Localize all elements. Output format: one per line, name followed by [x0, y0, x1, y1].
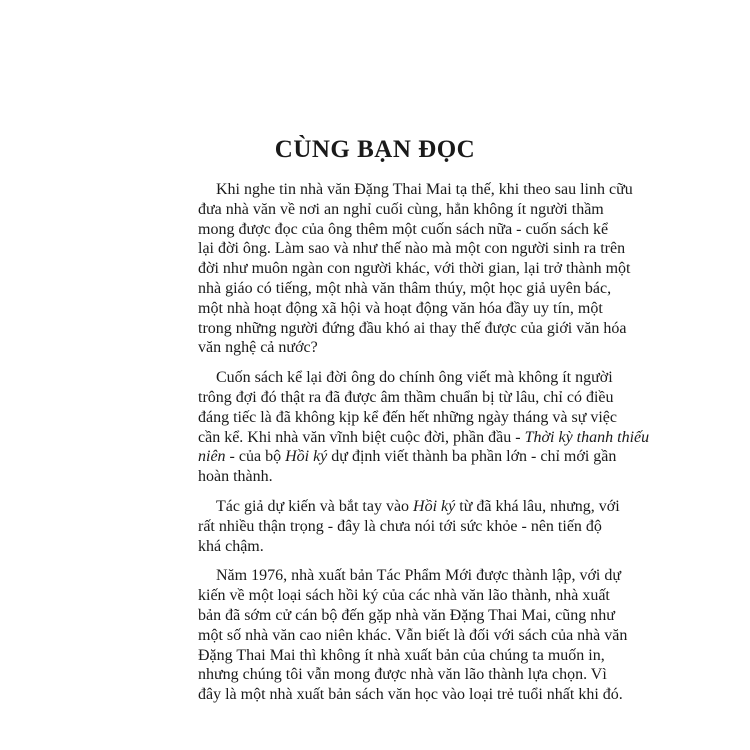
text-line: nhưng chúng tôi vẫn mong được nhà văn lão thành lựa chọn. Vì	[198, 666, 607, 684]
text-line: rất nhiều thận trọng - đây là chưa nói tới sức khỏe - nên tiến độ	[198, 517, 602, 535]
text-line: Cuốn sách kể lại đời ông do chính ông viết mà không ít người	[216, 369, 613, 387]
italic-title: Thời kỳ thanh thiếu	[524, 428, 650, 446]
text-run: cần kể. Khi nhà văn vĩnh biệt cuộc đời, phần đầu -	[198, 428, 521, 446]
text-run: từ đã khá lâu, nhưng, với	[459, 497, 620, 515]
text-run: dự định viết thành ba phần lớn - chỉ mới gần	[331, 448, 617, 466]
paragraph-3	[198, 497, 750, 556]
paragraph-4	[198, 566, 750, 705]
text-line: trong những người đứng đầu khó ai thay thế được của giới văn hóa	[198, 319, 627, 337]
text-line	[198, 497, 620, 517]
body-text	[198, 180, 750, 715]
text-line: Đặng Thai Mai thì không ít nhà xuất bản của chúng ta muốn in,	[198, 646, 605, 664]
text-line: một nhà hoạt động xã hội và hoạt động văn hóa đầy uy tín, một	[198, 299, 603, 317]
text-run: Tác giả dự kiến và bắt tay vào	[216, 497, 410, 515]
text-line: hoàn thành.	[198, 468, 273, 486]
text-line: mong được đọc của ông thêm một cuốn sách nữa - cuốn sách kể	[198, 220, 609, 238]
italic-title: niên	[198, 448, 226, 466]
text-line: đưa nhà văn về nơi an nghỉ cuối cùng, hẳn không ít người thầm	[198, 200, 604, 218]
text-line: một số nhà văn cao niên khác. Vẫn biết là đối với sách của nhà văn	[198, 626, 628, 644]
text-line: nhà giáo có tiếng, một nhà văn thâm thúy, một học giả uyên bác,	[198, 279, 612, 297]
text-line: kiến về một loại sách hồi ký của các nhà văn lão thành, nhà xuất	[198, 587, 610, 605]
paragraph-2	[198, 368, 750, 487]
paragraph-1	[198, 180, 750, 358]
text-line: trông đợi đó thật ra đã được âm thầm chuẩn bị từ lâu, chỉ có điều	[198, 388, 614, 406]
text-line: Năm 1976, nhà xuất bản Tác Phẩm Mới được thành lập, với dự	[216, 567, 622, 585]
text-line: văn nghệ cả nước?	[198, 339, 318, 357]
text-line: bản đã sớm cử cán bộ đến gặp nhà văn Đặng Thai Mai, cũng như	[198, 606, 615, 624]
text-line	[198, 447, 617, 467]
text-run: - của bộ	[229, 448, 282, 466]
italic-title: Hồi ký	[285, 448, 328, 466]
text-line: khá chậm.	[198, 537, 264, 555]
italic-title: Hồi ký	[413, 497, 456, 515]
text-line: đáng tiếc là đã không kịp kể đến hết những ngày tháng và sự việc	[198, 408, 618, 426]
text-line	[198, 428, 650, 448]
text-line: đây là một nhà xuất bản sách văn học vào loại trẻ tuổi nhất khi đó.	[198, 686, 623, 704]
text-line: lại đời ông. Làm sao và như thế nào mà một con người sinh ra trên	[198, 240, 626, 258]
page-title: CÙNG BẠN ĐỌC	[274, 136, 476, 163]
text-line: Khi nghe tin nhà văn Đặng Thai Mai tạ thế, khi theo sau linh cữu	[216, 181, 633, 198]
text-line: đời như muôn ngàn con người khác, với thời gian, lại trở thành một	[198, 260, 631, 278]
